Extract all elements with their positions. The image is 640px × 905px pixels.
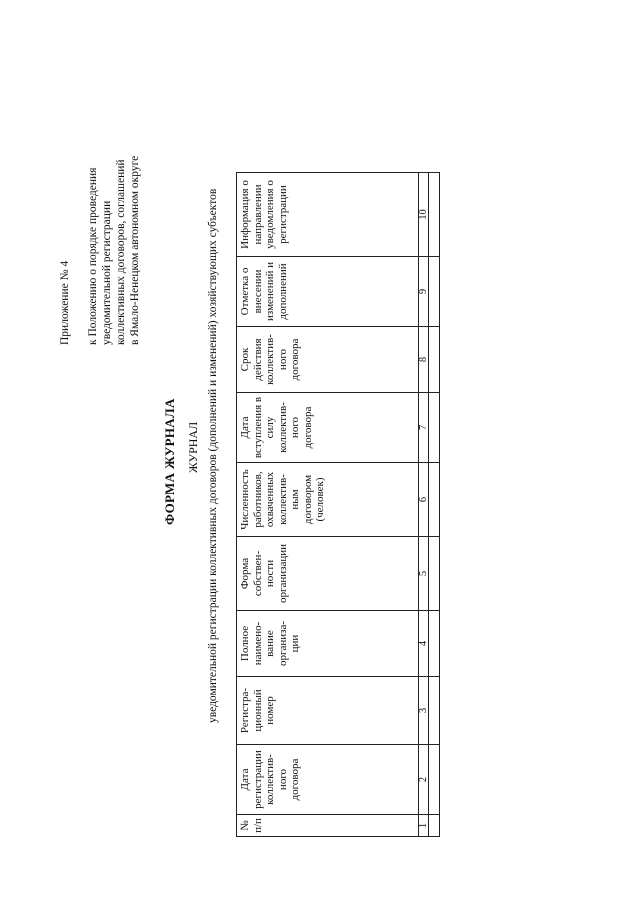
column-number: 5: [419, 537, 429, 611]
column-number: 7: [419, 393, 429, 463]
table-cell: [429, 173, 440, 257]
column-header: Численность работников, охваченных коллектив-ным договором (человек): [237, 463, 419, 537]
column-header: Дата вступления в силу коллектив-ного договора: [237, 393, 419, 463]
column-header: Форма собствен-ности организации: [237, 537, 419, 611]
table-row: [429, 173, 440, 837]
column-number: 1: [419, 815, 429, 837]
column-header: Дата регистрации коллектив-ного договора: [237, 745, 419, 815]
column-header: Информация о направлении уведомления о регистрации: [237, 173, 419, 257]
column-header: Отметка о внесении изменений и дополнений: [237, 257, 419, 327]
journal-title: ЖУРНАЛ: [186, 421, 200, 473]
column-number: 3: [419, 677, 429, 745]
column-header: Срок действия коллектив-ного договора: [237, 327, 419, 393]
journal-table: [236, 172, 440, 837]
column-number: 6: [419, 463, 429, 537]
column-number: 4: [419, 611, 429, 677]
column-number: 10: [419, 173, 429, 257]
table-cell: [429, 327, 440, 393]
column-number-row: [419, 173, 429, 837]
table-cell: [429, 393, 440, 463]
table-cell: [429, 611, 440, 677]
appendix-line: коллективных договоров, соглашений: [115, 159, 127, 345]
table-cell: [429, 745, 440, 815]
journal-subtitle: уведомительной регистрации коллективных договоров (дополнений и изменений) хозяйствующих субъектов: [207, 188, 219, 723]
form-title: ФОРМА ЖУРНАЛА: [162, 398, 177, 525]
table-cell: [429, 677, 440, 745]
table-cell: [429, 815, 440, 837]
column-header: Полное наимено-вание организа-ции: [237, 611, 419, 677]
appendix-line: к Положению о порядке проведения: [87, 167, 99, 345]
column-number: 2: [419, 745, 429, 815]
table-header-row: [237, 173, 419, 837]
table-cell: [429, 463, 440, 537]
table-cell: [429, 537, 440, 611]
column-number: 9: [419, 257, 429, 327]
appendix-number: Приложение № 4: [59, 260, 71, 345]
column-header: № п/п: [237, 815, 419, 837]
appendix-block: [58, 156, 142, 345]
appendix-line: уведомительной регистрации: [101, 200, 113, 345]
column-header: Регистра-ционный номер: [237, 677, 419, 745]
table-cell: [429, 257, 440, 327]
appendix-line: в Ямало-Ненецком автономном округе: [129, 155, 141, 345]
column-number: 8: [419, 327, 429, 393]
